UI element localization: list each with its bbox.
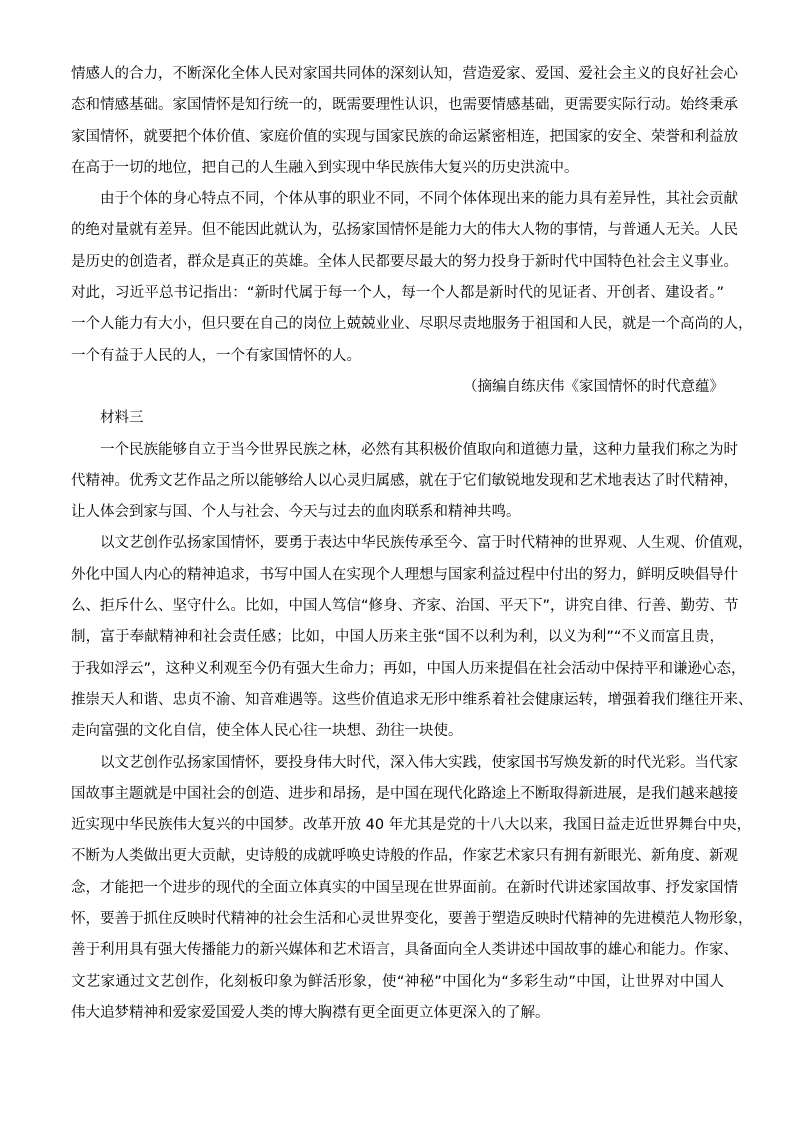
text-line: 于我如浮云”，这种义利观至今仍有强大生命力；再如，中国人历来提倡在社会活动中保持平和谦逊心态，	[71, 660, 746, 677]
text-line: 态和情感基础。家国情怀是知行统一的，既需要理性认识，也需要情感基础，更需要实际行动。始终秉承	[71, 97, 738, 114]
paragraph-3	[71, 435, 738, 529]
text-line: 情感人的合力，不断深化全体人民对家国共同体的深刻认知，营造爱家、爱国、爱社会主义的良好社会心	[71, 66, 738, 82]
text-line: 怀，要善于抓住反映时代精神的社会生活和心灵世界变化，要善于塑造反映时代精神的先进模范人物形象，	[71, 911, 753, 928]
text-line: 文艺家通过文艺创作，化刻板印象为鲜活形象，使“神秘”中国化为“多彩生动”中国，让世界对中国人	[71, 973, 724, 990]
text-line: 的绝对量就有差异。但不能因此就认为，弘扬家国情怀是能力大的伟大人物的事情，与普通人无关。人民	[71, 222, 738, 239]
text-line: 一个有益于人民的人，一个有家国情怀的人。	[71, 347, 361, 364]
text-line: 善于利用具有强大传播能力的新兴媒体和艺术语言，具备面向全人类讲述中国故事的雄心和能力。作家、	[71, 942, 738, 959]
text-line: 念，才能把一个进步的现代的全面立体真实的中国呈现在世界面前。在新时代讲述家国故事、抒发家国情	[71, 879, 738, 896]
source-citation: （摘编自练庆伟《家国情怀的时代意蕴》	[463, 378, 724, 395]
section-label: 材料三	[100, 410, 144, 427]
text-line: 以文艺创作弘扬家国情怀，要勇于表达中华民族传承至今、富于时代精神的世界观、人生观、价值观，	[100, 535, 753, 552]
text-line: 家国情怀，就要把个体价值、家庭价值的实现与国家民族的命运紧密相连，把国家的安全、荣誉和利益放	[71, 128, 738, 145]
document-page	[71, 59, 753, 1029]
paragraph-4	[71, 528, 753, 747]
text-line: 国故事主题就是中国社会的创造、进步和昂扬，是中国在现代化路途上不断取得新进展，是我们越来越接	[71, 785, 738, 802]
text-line: 伟大追梦精神和爱家爱国爱人类的博大胸襟有更全面更立体更深入的了解。	[71, 1004, 550, 1021]
paragraph-5	[71, 748, 753, 1030]
text-line: 由于个体的身心特点不同，个体从事的职业不同，不同个体体现出来的能力具有差异性，其社会贡献	[100, 191, 738, 208]
text-line: 外化中国人内心的精神追求，书写中国人在实现个人理想与国家利益过程中付出的努力，鲜明反映倡导什	[71, 566, 738, 583]
text-line: 让人体会到家与国、个人与社会、今天与过去的血肉联系和精神共鸣。	[71, 504, 521, 521]
text-line: 以文艺创作弘扬家国情怀，要投身伟大时代，深入伟大实践，使家国书写焕发新的时代光彩。当代家	[100, 754, 738, 771]
paragraph-1	[71, 59, 738, 184]
text-line: 制，富于奉献精神和社会责任感；比如，中国人历来主张“国不以利为利，以义为利”“不义而富且贵，	[71, 629, 724, 646]
text-line: 一个人能力有大小，但只要在自己的岗位上兢兢业业、尽职尽责地服务于祖国和人民，就是一个高尚的人，	[71, 316, 753, 333]
text-line: 么、拒斥什么、坚守什么。比如，中国人笃信“修身、齐家、治国、平天下”，讲究自律、行善、勤劳、节	[71, 598, 739, 615]
paragraph-2	[71, 184, 753, 372]
text-line: 近实现中华民族伟大复兴的中国梦。改革开放 40 年尤其是党的十八大以来，我国日益走近世界舞台中央，	[71, 817, 752, 834]
text-line: 走向富强的文化自信，使全体人民心往一块想、劲往一块使。	[71, 723, 463, 740]
text-line: 一个民族能够自立于当今世界民族之林，必然有其积极价值取向和道德力量，这种力量我们称之为时	[100, 441, 738, 458]
text-line: 代精神。优秀文艺作品之所以能够给人以心灵归属感，就在于它们敏锐地发现和艺术地表达了时代精神，	[71, 472, 738, 489]
text-line: 在高于一切的地位，把自己的人生融入到实现中华民族伟大复兴的历史洪流中。	[71, 159, 579, 176]
text-line: 不断为人类做出更大贡献，史诗般的成就呼唤史诗般的作品，作家艺术家只有拥有新眼光、新角度、新观	[71, 848, 738, 865]
text-line: 推崇天人和谐、忠贞不渝、知音难遇等。这些价值追求无形中维系着社会健康运转，增强着我们继往开来、	[71, 691, 753, 708]
text-line: 是历史的创造者，群众是真正的英雄。全体人民都要尽最大的努力投身于新时代中国特色社会主义事业。	[71, 253, 738, 270]
text-line: 对此，习近平总书记指出：“新时代属于每一个人，每一个人都是新时代的见证者、开创者、建设者。”	[71, 285, 724, 302]
